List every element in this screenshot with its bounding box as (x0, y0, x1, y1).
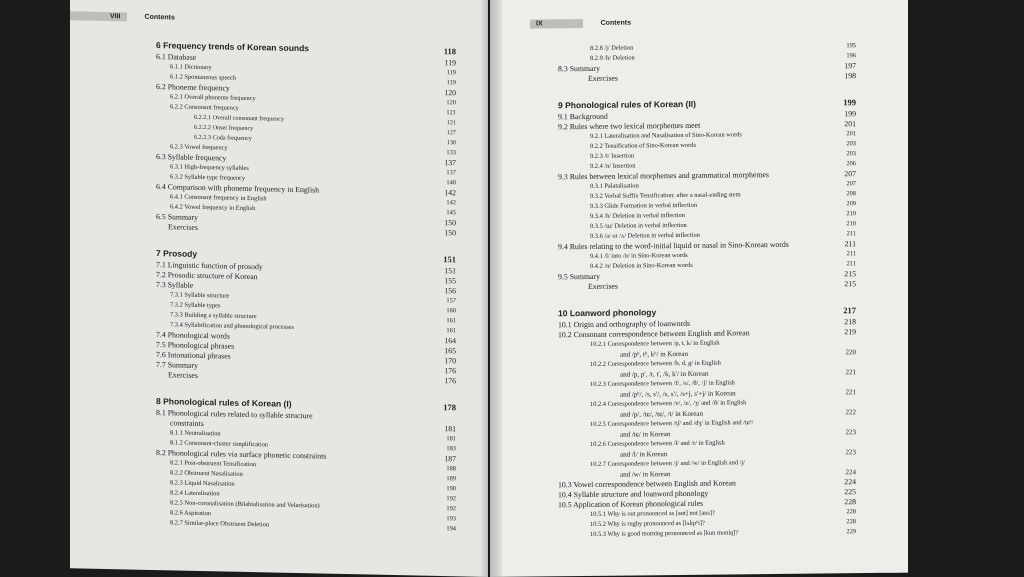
toc-entry-title: 6.3.1 High-frequency syllables (170, 163, 249, 172)
toc-entry-title: Exercises (168, 370, 198, 380)
toc-entry-title: Exercises (168, 222, 198, 232)
toc-entry-title: 6.2 Phoneme frequency (156, 82, 230, 93)
toc-entry-title: 9.2.3 /t/ Insertion (590, 152, 635, 160)
toc-entry-title: 7 Prosody (156, 248, 198, 259)
toc-entry-title: 9.1 Background (558, 111, 608, 122)
right-page (490, 0, 908, 577)
toc-entry-title: and /p/, /tɕ/, /tɕ/, /t/ in Korean (620, 409, 704, 419)
running-head-title: Contents (600, 19, 631, 27)
toc-entry-page: 201 (846, 130, 856, 138)
toc-entry-page: 208 (846, 190, 856, 198)
toc-entry-title: 10.2.7 Correspondence between /j/ and /w/ in English and /j/ (590, 459, 745, 468)
toc-entry-page: 211 (846, 230, 856, 238)
toc-entry-title: 6.4.1 Consonant frequency in English (170, 193, 267, 203)
toc-entry-title: 7.3.4 Syllabification and phonological processes (170, 321, 294, 331)
toc-entry-title: and /pʰ, tʰ, kʰ/ in Korean (620, 349, 688, 359)
toc-entry-page: 121 (446, 119, 456, 127)
toc-entry-page: 221 (845, 368, 856, 377)
toc-entry-title: 10.1 Origin and orthography of loanwords (558, 318, 691, 330)
toc-entry-title: 10.2 Consonant correspondence between English and Korean (558, 328, 750, 340)
toc-entry-page: 189 (446, 475, 456, 483)
toc-entry-page: 211 (846, 250, 856, 258)
running-header (530, 19, 631, 29)
toc-entry-page: 228 (846, 508, 856, 516)
toc-entry-title: and /w/ in Korean (620, 470, 671, 479)
toc-entry-page: 210 (846, 210, 856, 218)
toc-entry-title: 9.2 Rules where two lexical morphemes meet (558, 120, 701, 132)
toc-entry-page: 137 (446, 169, 456, 177)
left-page (70, 0, 488, 577)
toc-entry-title: 9.3.2 Verbal Suffix Tensification: after a nasal-ending stem (590, 191, 741, 200)
toc-entry-page: 207 (846, 180, 856, 188)
toc-entry-page: 161 (446, 327, 456, 335)
toc-entry-page: 195 (846, 42, 856, 50)
toc-entry-title: 10.5.2 Why is rugby pronounced as [lʌkpʰi]? (590, 519, 705, 528)
toc-entry-title: 9.2.4 /n/ Insertion (590, 162, 636, 170)
toc-entry-title: 8.2.5 Non-coronalisation (Bilabialisation and Velarisation) (170, 499, 320, 510)
toc-entry-title: 10.2.1 Correspondence between /p, t, k/ in English (590, 339, 720, 348)
toc-entry-title: 9.3.3 Glide Formation in verbal inflection (590, 201, 698, 210)
toc-entry-page: 222 (845, 408, 856, 417)
toc-entry-title: 9.3.6 /a/ or /ʌ/ Deletion in verbal inflection (590, 231, 700, 240)
toc-entry-page: 219 (844, 327, 856, 337)
toc-entry-title: 10.2.2 Correspondence between /b, d, g/ in English (590, 359, 721, 368)
toc-entry-title: 8.2.4 Lateralisation (170, 489, 220, 498)
toc-entry-title: 8.2.1 Post-obstruent Tensification (170, 459, 257, 469)
toc-entry-page: 196 (846, 52, 856, 60)
toc-entry-title: 6 Frequency trends of Korean sounds (156, 40, 310, 54)
toc-entry-title: 9.5 Summary (558, 271, 601, 282)
toc-entry-page: 194 (446, 525, 456, 533)
toc-entry-title: 8.1 Phonological rules related to syllable structure (156, 408, 313, 421)
toc-entry-title: 9.3.1 Palatalisation (590, 182, 639, 190)
toc-entry-page: 215 (844, 279, 856, 289)
toc-entry-page: 181 (446, 435, 456, 443)
page-number: IX (530, 19, 583, 29)
toc-entry-page: 228 (844, 497, 856, 507)
toc-entry-page: 145 (446, 209, 456, 217)
toc-entry-title: 8.2 Phonological rules via surface phonetic constraints (156, 448, 327, 461)
toc-entry-title: 7.1 Linguistic function of prosody (156, 260, 263, 272)
toc-entry-page: 130 (446, 139, 456, 147)
toc-entry-page: 183 (446, 445, 456, 453)
toc-entry-page: 137 (444, 158, 456, 168)
toc-entry-title: Exercises (588, 281, 618, 291)
toc-entry-page: 193 (446, 515, 456, 523)
toc-entry-title: and /tɕ/ in Korean (620, 430, 671, 439)
running-header (70, 11, 175, 22)
toc-entry-title: 8.1.1 Neutralisation (170, 429, 221, 438)
toc-entry-page: 225 (844, 487, 856, 497)
toc-entry-title: 6.2.3 Vowel frequency (170, 143, 228, 152)
toc-entry-page: 211 (844, 239, 856, 249)
toc-entry-title: 8.2.3 Liquid Nasalisation (170, 479, 235, 488)
toc-entry-page: 223 (845, 428, 856, 437)
toc-entry-page: 206 (846, 160, 856, 168)
toc-entry-page: 119 (444, 58, 456, 68)
toc-entry-title: 10.2.6 Correspondence between /l/ and /r/ in English (590, 439, 725, 448)
toc-entry-page: 165 (444, 346, 456, 356)
toc-list (490, 41, 908, 541)
toc-entry-title: 8.2.2 Obstruent Nasalisation (170, 469, 243, 478)
toc-entry-title: 8 Phonological rules of Korean (I) (156, 396, 292, 409)
running-head-title: Contents (144, 13, 175, 22)
toc-entry-title: 10.2.4 Correspondence between /v/, /z/, /ʒ/ and /ð/ in English (590, 399, 747, 408)
toc-entry-page: 118 (443, 46, 456, 57)
toc-entry-title: 6.2.2 Consonant frequency (170, 103, 239, 112)
toc-entry-page: 224 (845, 468, 856, 477)
toc-entry-title: and /l/ in Korean (620, 450, 668, 459)
toc-entry-page: 187 (444, 454, 456, 464)
toc-entry-page: 211 (846, 260, 856, 268)
toc-entry-page: 209 (846, 200, 856, 208)
toc-entry-page: 178 (443, 402, 456, 413)
toc-entry-title: 7.2 Prosodic structure of Korean (156, 270, 258, 282)
toc-entry-title: 8.2.6 Aspiration (170, 509, 212, 518)
toc-entry-page: 157 (446, 297, 456, 305)
toc-entry-page: 176 (444, 376, 456, 386)
toc-entry-page: 203 (846, 150, 856, 158)
toc-entry-page: 217 (843, 305, 856, 316)
toc-entry-page: 133 (446, 149, 456, 157)
toc-entry-title: 10.5.3 Why is good morning pronounced as [kun moniŋ]? (590, 529, 739, 538)
toc-entry-title: 9.2.2 Tensification of Sino-Korean words (590, 141, 696, 150)
toc-entry-page: 203 (846, 140, 856, 148)
toc-entry-page: 142 (446, 199, 456, 207)
toc-entry-title: 7.3.1 Syllable structure (170, 291, 230, 300)
page-number: VIII (70, 11, 127, 21)
toc-entry-title: 8.2.8 /j/ Deletion (590, 44, 634, 52)
toc-entry-page: 164 (444, 336, 456, 346)
toc-entry-title: 10.3 Vowel correspondence between English and Korean (558, 478, 736, 490)
toc-entry-page: 156 (444, 286, 456, 296)
toc-entry-page: 176 (444, 366, 456, 376)
toc-entry-page: 120 (444, 88, 456, 98)
toc-entry-title: 9.2.1 Lateralisation and Nasalisation of Sino-Korean words (590, 131, 742, 140)
toc-entry-title: 7.4 Phonological words (156, 330, 230, 341)
toc-entry-title: 8.1.2 Consonant-cluster simplification (170, 439, 268, 449)
toc-entry-page: 140 (446, 179, 456, 187)
toc-entry-page: 142 (444, 188, 456, 198)
toc-entry-page: 190 (446, 485, 456, 493)
toc-entry-title: 9.3.4 /h/ Deletion in verbal inflection (590, 211, 685, 220)
toc-entry-page: 198 (844, 71, 856, 81)
toc-entry-title: 10 Loanword phonology (558, 307, 657, 319)
toc-entry-page: 223 (845, 448, 856, 457)
toc-entry-title: constraints (170, 418, 204, 429)
toc-entry-title: 6.2.1 Overall phoneme frequency (170, 93, 256, 103)
toc-entry-page: 119 (446, 69, 456, 77)
toc-entry-page: 192 (446, 495, 456, 503)
toc-entry-page: 155 (444, 276, 456, 286)
toc-entry-title: 8.2.7 Similar-place Obstruent Deletion (170, 519, 270, 529)
toc-entry-title: 8.2.9 /h/ Deletion (590, 54, 635, 62)
toc-entry-title: Exercises (588, 73, 618, 83)
toc-entry-title: 9.4.2 /n/ Deletion in Sino-Korean words (590, 261, 693, 270)
toc-entry-page: 229 (846, 528, 856, 536)
toc-entry-title: 7.3.3 Building a syllable structure (170, 311, 257, 321)
toc-entry-page: 119 (446, 79, 456, 87)
toc-entry-title: 9 Phonological rules of Korean (II) (558, 98, 696, 111)
toc-entry-page: 127 (446, 129, 456, 137)
toc-entry-title: 6.1.2 Spontaneous speech (170, 73, 237, 82)
toc-entry-page: 228 (846, 518, 856, 526)
toc-entry-page: 181 (444, 424, 456, 434)
toc-entry-page: 121 (446, 109, 456, 117)
toc-entry-title: and /pʰ/, /s, s'/, /s, s'/, /s+j, s'+j/ in Korean (620, 389, 736, 399)
toc-entry-title: 7.3 Syllable (156, 280, 194, 290)
toc-list (70, 36, 488, 535)
toc-entry-title: 9.4 Rules relating to the word-initial liquid or nasal in Sino-Korean words (558, 239, 789, 252)
toc-entry-title: 6.1.1 Dictionary (170, 63, 212, 72)
toc-entry-title: 6.5 Summary (156, 212, 199, 222)
toc-entry-title: 7.5 Phonological phrases (156, 340, 235, 351)
toc-entry-page: 199 (843, 97, 856, 108)
toc-entry-title: 6.4.2 Vowel frequency in English (170, 203, 256, 213)
toc-entry-title: and /p, p', /t, t', /k, k'/ in Korean (620, 369, 709, 379)
toc-entry-title: 6.2.2.3 Coda frequency (194, 133, 252, 143)
toc-entry-page: 150 (444, 228, 456, 238)
toc-entry-page: 151 (444, 266, 456, 276)
toc-entry-page: 160 (446, 307, 456, 315)
toc-entry-title: 10.4 Syllable structure and loanword phonology (558, 488, 709, 500)
toc-entry-page: 151 (443, 254, 456, 265)
toc-entry-title: 6.3 Syllable frequency (156, 152, 227, 163)
toc-entry-page: 201 (844, 119, 856, 129)
toc-entry-title: 7.3.2 Syllable types (170, 301, 221, 310)
toc-entry-title: 6.2.2.2 Onset frequency (194, 123, 254, 133)
toc-entry-title: 8.3 Summary (558, 63, 601, 74)
toc-entry-title: 6.3.2 Syllable type frequency (170, 173, 246, 182)
toc-entry-title: 9.3.5 /ɯ/ Deletion in verbal inflection (590, 221, 687, 230)
toc-entry-page: 170 (444, 356, 456, 366)
toc-entry-page: 221 (845, 388, 856, 397)
toc-entry-title: 6.4 Comparison with phoneme frequency in English (156, 182, 320, 195)
toc-entry-page: 215 (844, 269, 856, 279)
toc-entry-page: 224 (844, 477, 856, 487)
toc-entry-page: 210 (846, 220, 856, 228)
toc-entry-title: 10.2.5 Correspondence between /tʃ/ and /dʒ/ in English and /tɕʰ/ (590, 419, 754, 428)
toc-entry-page: 207 (844, 169, 856, 179)
toc-entry-page: 188 (446, 465, 456, 473)
toc-entry-title: 6.1 Database (156, 52, 197, 62)
toc-entry-page: 197 (844, 61, 856, 71)
toc-entry-page: 199 (844, 109, 856, 119)
toc-entry-page: 120 (446, 99, 456, 107)
toc-entry-title: 9.4.1 /l/ into /n/ in Sino-Korean words (590, 251, 688, 260)
toc-entry-title: 9.3 Rules between lexical morphemes and grammatical morphemes (558, 170, 769, 182)
toc-entry-title: 7.6 Intonational phrases (156, 350, 231, 361)
toc-entry-title: 10.2.3 Correspondence between /f/, /s/, /θ/, /ʃ/ in English (590, 379, 735, 388)
toc-entry-page: 192 (446, 505, 456, 513)
toc-entry-page: 220 (845, 348, 856, 357)
toc-entry-title: 10.5.1 Why is out pronounced as [aut] not [aus]? (590, 509, 715, 518)
toc-entry-title: 10.5 Application of Korean phonological rules (558, 498, 704, 510)
toc-entry-title: 7.7 Summary (156, 360, 199, 370)
toc-entry-page: 161 (446, 317, 456, 325)
toc-entry-title: 6.2.2.1 Overall consonant frequency (194, 113, 285, 123)
toc-entry-page: 150 (444, 218, 456, 228)
toc-entry-page: 218 (844, 317, 856, 327)
